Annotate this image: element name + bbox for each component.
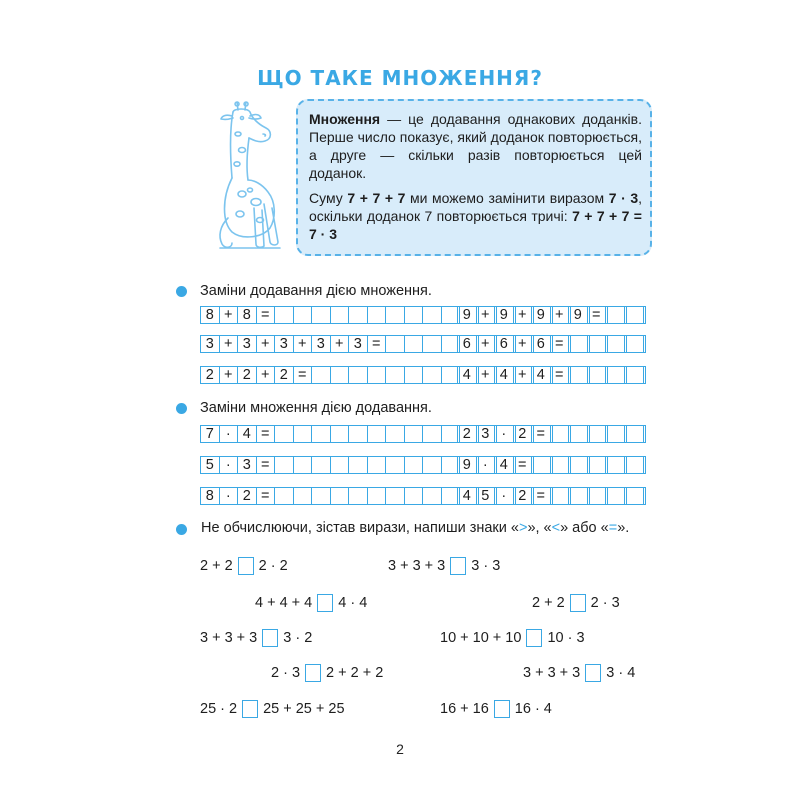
grid-cell-empty[interactable] — [294, 457, 313, 473]
grid-cell-empty[interactable] — [625, 336, 644, 352]
grid-cell-prefilled: 8 — [201, 488, 220, 504]
comparison-left: 3 + 3 + 3 — [200, 630, 258, 646]
comparison-item — [200, 700, 345, 718]
page-title: ЩО ТАКЕ МНОЖЕННЯ? — [257, 66, 543, 90]
comparison-right: 2 · 3 — [590, 595, 620, 611]
comparison-right: 3 · 2 — [283, 630, 313, 646]
grid-cell-empty[interactable] — [331, 488, 350, 504]
grid-cell-empty[interactable] — [569, 457, 588, 473]
grid-cell-empty[interactable] — [423, 488, 442, 504]
grid-cell-prefilled: 3 — [349, 336, 368, 352]
grid-cell-prefilled: + — [514, 336, 533, 352]
grid-cell-empty[interactable] — [606, 367, 625, 383]
grid-cell-empty[interactable] — [275, 426, 294, 442]
grid-cell-prefilled: = — [368, 336, 387, 352]
comparison-right: 4 · 4 — [338, 595, 368, 611]
bullet-dot-icon — [176, 403, 187, 414]
grid-cell-empty[interactable] — [423, 457, 442, 473]
definition-paragraph — [309, 110, 642, 182]
grid-cell-prefilled: 9 — [458, 457, 477, 473]
grid-cell-empty[interactable] — [312, 488, 331, 504]
grid-cell-empty[interactable] — [294, 426, 313, 442]
grid-cell-prefilled: 4 — [495, 457, 514, 473]
grid-cell-prefilled: = — [514, 457, 533, 473]
grid-cell-empty[interactable] — [331, 426, 350, 442]
grid-cell-prefilled: 5 — [201, 457, 220, 473]
grid-cell-empty[interactable] — [588, 457, 607, 473]
grid-cell-prefilled: 3 — [312, 336, 331, 352]
comparison-left: 25 · 2 — [200, 701, 238, 717]
grid-cell-prefilled: = — [588, 307, 607, 323]
grid-cell-prefilled: = — [257, 426, 276, 442]
bullet-dot-icon — [176, 524, 187, 535]
grid-cell-empty[interactable] — [532, 457, 551, 473]
grid-cell-prefilled: + — [294, 336, 313, 352]
grid-cell-prefilled: 9 — [532, 307, 551, 323]
grid-cell-empty[interactable] — [625, 307, 644, 323]
grid-cell-empty[interactable] — [423, 426, 442, 442]
comparison-answer-box[interactable] — [494, 700, 510, 718]
grid-cell-empty[interactable] — [588, 426, 607, 442]
grid-cell-prefilled: + — [477, 336, 496, 352]
example-paragraph — [309, 189, 642, 243]
answer-grid[interactable] — [457, 487, 644, 505]
grid-cell-prefilled: 2 — [238, 488, 257, 504]
grid-cell-prefilled: + — [331, 336, 350, 352]
grid-cell-prefilled: + — [477, 307, 496, 323]
grid-cell-empty[interactable] — [423, 336, 442, 352]
task3-instruction — [176, 520, 650, 537]
grid-cell-empty[interactable] — [312, 307, 331, 323]
grid-cell-empty[interactable] — [368, 488, 387, 504]
grid-cell-prefilled: = — [532, 426, 551, 442]
example-text-c: , оскільки доданок 7 повторюється тричі: — [309, 190, 643, 224]
comparison-left: 16 + 16 — [440, 701, 489, 717]
grid-cell-empty[interactable] — [405, 457, 424, 473]
grid-cell-prefilled: 8 — [201, 307, 220, 323]
grid-cell-prefilled: = — [532, 488, 551, 504]
grid-cell-empty[interactable] — [606, 336, 625, 352]
comparison-right: 2 + 2 + 2 — [326, 665, 384, 681]
comparison-answer-box[interactable] — [317, 594, 333, 612]
comparison-answer-box[interactable] — [262, 629, 278, 647]
grid-cell-prefilled: + — [477, 367, 496, 383]
answer-grid[interactable] — [457, 456, 644, 474]
comparison-item — [200, 629, 312, 647]
grid-cell-prefilled: 4 — [532, 367, 551, 383]
grid-cell-empty[interactable] — [405, 488, 424, 504]
grid-cell-empty[interactable] — [551, 426, 570, 442]
grid-cell-prefilled: 6 — [495, 336, 514, 352]
comparison-answer-box[interactable] — [585, 664, 601, 682]
grid-cell-empty[interactable] — [423, 367, 442, 383]
grid-cell-empty[interactable] — [588, 367, 607, 383]
grid-cell-empty[interactable] — [275, 307, 294, 323]
grid-cell-empty[interactable] — [405, 426, 424, 442]
grid-cell-empty[interactable] — [349, 457, 368, 473]
comparison-item — [388, 557, 500, 575]
grid-cell-prefilled: + — [220, 336, 239, 352]
comparison-right: 16 · 4 — [514, 701, 552, 717]
task3-text-c: » або « — [560, 520, 609, 536]
grid-cell-empty[interactable] — [405, 307, 424, 323]
comparison-right: 10 · 3 — [547, 630, 585, 646]
example-text-a: Суму — [309, 190, 348, 206]
grid-cell-prefilled: 5 — [477, 488, 496, 504]
grid-cell-empty[interactable] — [275, 488, 294, 504]
comparison-right: 2 · 2 — [258, 558, 288, 574]
grid-cell-empty[interactable] — [386, 488, 405, 504]
grid-cell-prefilled: · — [220, 426, 239, 442]
grid-cell-prefilled: = — [257, 488, 276, 504]
grid-cell-empty[interactable] — [569, 367, 588, 383]
grid-cell-prefilled: 3 — [275, 336, 294, 352]
bullet-dot-icon — [176, 286, 187, 297]
grid-cell-empty[interactable] — [386, 336, 405, 352]
grid-cell-empty[interactable] — [368, 367, 387, 383]
task3-text-b: », « — [527, 520, 552, 536]
grid-cell-empty[interactable] — [349, 426, 368, 442]
grid-cell-empty[interactable] — [294, 488, 313, 504]
grid-cell-prefilled: = — [551, 336, 570, 352]
definition-box — [296, 99, 652, 256]
grid-cell-empty[interactable] — [405, 336, 424, 352]
grid-cell-empty[interactable] — [588, 336, 607, 352]
comparison-left: 2 · 3 — [271, 665, 301, 681]
definition-text: — це додавання однакових доданків. Перше число показує, який доданок повторюється, а друге — скільки разів повторюється цей доданок. — [309, 111, 642, 181]
grid-cell-prefilled: · — [495, 426, 514, 442]
grid-cell-prefilled: 3 — [238, 457, 257, 473]
comparison-right: 3 · 4 — [606, 665, 636, 681]
grid-cell-prefilled: 6 — [458, 336, 477, 352]
grid-cell-empty[interactable] — [349, 307, 368, 323]
grid-cell-prefilled: 2 — [201, 367, 220, 383]
grid-cell-prefilled: + — [257, 367, 276, 383]
grid-cell-empty[interactable] — [606, 426, 625, 442]
grid-cell-empty[interactable] — [368, 307, 387, 323]
comparison-left: 3 + 3 + 3 — [523, 665, 581, 681]
grid-cell-empty[interactable] — [588, 488, 607, 504]
grid-cell-empty[interactable] — [606, 488, 625, 504]
grid-cell-empty[interactable] — [275, 457, 294, 473]
grid-cell-empty[interactable] — [349, 488, 368, 504]
grid-cell-empty[interactable] — [331, 367, 350, 383]
less-sign: < — [551, 520, 561, 536]
grid-cell-prefilled: 8 — [238, 307, 257, 323]
grid-cell-empty[interactable] — [423, 307, 442, 323]
answer-grid[interactable] — [457, 335, 644, 353]
grid-cell-empty[interactable] — [551, 488, 570, 504]
mult-expression: 7 · 3 — [608, 190, 639, 206]
equality-expression: 7 + 7 + 7 = 7 · 3 — [309, 208, 642, 242]
grid-cell-empty[interactable] — [625, 488, 644, 504]
comparison-item — [523, 664, 635, 682]
grid-cell-prefilled: 3 — [477, 426, 496, 442]
sum-expression: 7 + 7 + 7 — [347, 190, 406, 206]
comparison-item — [532, 594, 620, 612]
grid-cell-prefilled: 2 — [238, 367, 257, 383]
answer-grid[interactable] — [457, 366, 644, 384]
grid-cell-prefilled: · — [220, 457, 239, 473]
grid-cell-prefilled: · — [495, 488, 514, 504]
comparison-item — [271, 664, 383, 682]
task1-label: Заміни додавання дією множення. — [200, 283, 432, 299]
grid-cell-prefilled: 9 — [569, 307, 588, 323]
comparison-item — [440, 700, 552, 718]
grid-cell-empty[interactable] — [386, 426, 405, 442]
comparison-answer-box[interactable] — [238, 557, 254, 575]
grid-cell-empty[interactable] — [386, 367, 405, 383]
grid-cell-prefilled: + — [551, 307, 570, 323]
comparison-answer-box[interactable] — [242, 700, 258, 718]
grid-cell-empty[interactable] — [312, 426, 331, 442]
grid-cell-empty[interactable] — [386, 457, 405, 473]
grid-cell-prefilled: + — [220, 307, 239, 323]
grid-cell-empty[interactable] — [405, 367, 424, 383]
comparison-left: 10 + 10 + 10 — [440, 630, 522, 646]
grid-cell-prefilled: 4 — [458, 488, 477, 504]
grid-cell-prefilled: 3 — [201, 336, 220, 352]
grid-cell-prefilled: 2 — [275, 367, 294, 383]
task3-text-d: ». — [617, 520, 630, 536]
comparison-item — [255, 594, 367, 612]
grid-cell-prefilled: 2 — [514, 426, 533, 442]
grid-cell-prefilled: 6 — [532, 336, 551, 352]
grid-cell-empty[interactable] — [569, 336, 588, 352]
grid-cell-empty[interactable] — [312, 457, 331, 473]
task3-label — [201, 520, 650, 537]
comparison-answer-box[interactable] — [570, 594, 586, 612]
grid-cell-empty[interactable] — [625, 457, 644, 473]
grid-cell-prefilled: · — [220, 488, 239, 504]
grid-cell-prefilled: 2 — [458, 426, 477, 442]
grid-cell-empty[interactable] — [368, 426, 387, 442]
grid-cell-prefilled: = — [257, 457, 276, 473]
grid-cell-prefilled: + — [514, 307, 533, 323]
comparison-answer-box[interactable] — [450, 557, 466, 575]
comparison-left: 2 + 2 — [200, 558, 233, 574]
task3-text-a: Не обчислюючи, зістав вирази, напиши знаки « — [201, 520, 519, 536]
grid-cell-empty[interactable] — [625, 367, 644, 383]
grid-cell-empty[interactable] — [368, 457, 387, 473]
grid-cell-prefilled: 4 — [238, 426, 257, 442]
grid-cell-prefilled: · — [477, 457, 496, 473]
greater-sign: > — [518, 520, 528, 536]
grid-cell-prefilled: 9 — [458, 307, 477, 323]
giraffe-illustration — [218, 98, 282, 254]
grid-cell-prefilled: 9 — [495, 307, 514, 323]
comparison-right: 25 + 25 + 25 — [263, 701, 345, 717]
grid-cell-empty[interactable] — [569, 488, 588, 504]
answer-grid[interactable] — [457, 306, 644, 324]
grid-cell-prefilled: 4 — [495, 367, 514, 383]
grid-cell-prefilled: = — [551, 367, 570, 383]
comparison-item — [200, 557, 288, 575]
grid-cell-empty[interactable] — [331, 457, 350, 473]
grid-cell-prefilled: 7 — [201, 426, 220, 442]
grid-cell-prefilled: 2 — [514, 488, 533, 504]
grid-cell-empty[interactable] — [312, 367, 331, 383]
grid-cell-prefilled: = — [257, 307, 276, 323]
grid-cell-empty[interactable] — [331, 307, 350, 323]
definition-term: Множення — [309, 111, 381, 127]
comparison-left: 3 + 3 + 3 — [388, 558, 446, 574]
grid-cell-empty[interactable] — [606, 457, 625, 473]
grid-cell-prefilled: 4 — [458, 367, 477, 383]
answer-grid[interactable] — [457, 425, 644, 443]
grid-cell-empty[interactable] — [294, 307, 313, 323]
equal-sign: = — [608, 520, 618, 536]
page-number: 2 — [396, 741, 404, 757]
example-text-b: ми можемо замінити виразом — [405, 190, 609, 206]
grid-cell-prefilled: 3 — [238, 336, 257, 352]
grid-cell-empty[interactable] — [625, 426, 644, 442]
grid-cell-prefilled: + — [220, 367, 239, 383]
grid-cell-empty[interactable] — [569, 426, 588, 442]
grid-cell-empty[interactable] — [386, 307, 405, 323]
comparison-left: 4 + 4 + 4 — [255, 595, 313, 611]
grid-cell-empty[interactable] — [349, 367, 368, 383]
comparison-left: 2 + 2 — [532, 595, 565, 611]
grid-cell-empty[interactable] — [606, 307, 625, 323]
comparison-answer-box[interactable] — [305, 664, 321, 682]
grid-cell-empty[interactable] — [551, 457, 570, 473]
grid-cell-prefilled: = — [294, 367, 313, 383]
task2-label: Заміни множення дією додавання. — [200, 400, 432, 416]
grid-cell-prefilled: + — [514, 367, 533, 383]
comparison-answer-box[interactable] — [526, 629, 542, 647]
comparison-item — [440, 629, 585, 647]
grid-cell-prefilled: + — [257, 336, 276, 352]
comparison-right: 3 · 3 — [471, 558, 501, 574]
